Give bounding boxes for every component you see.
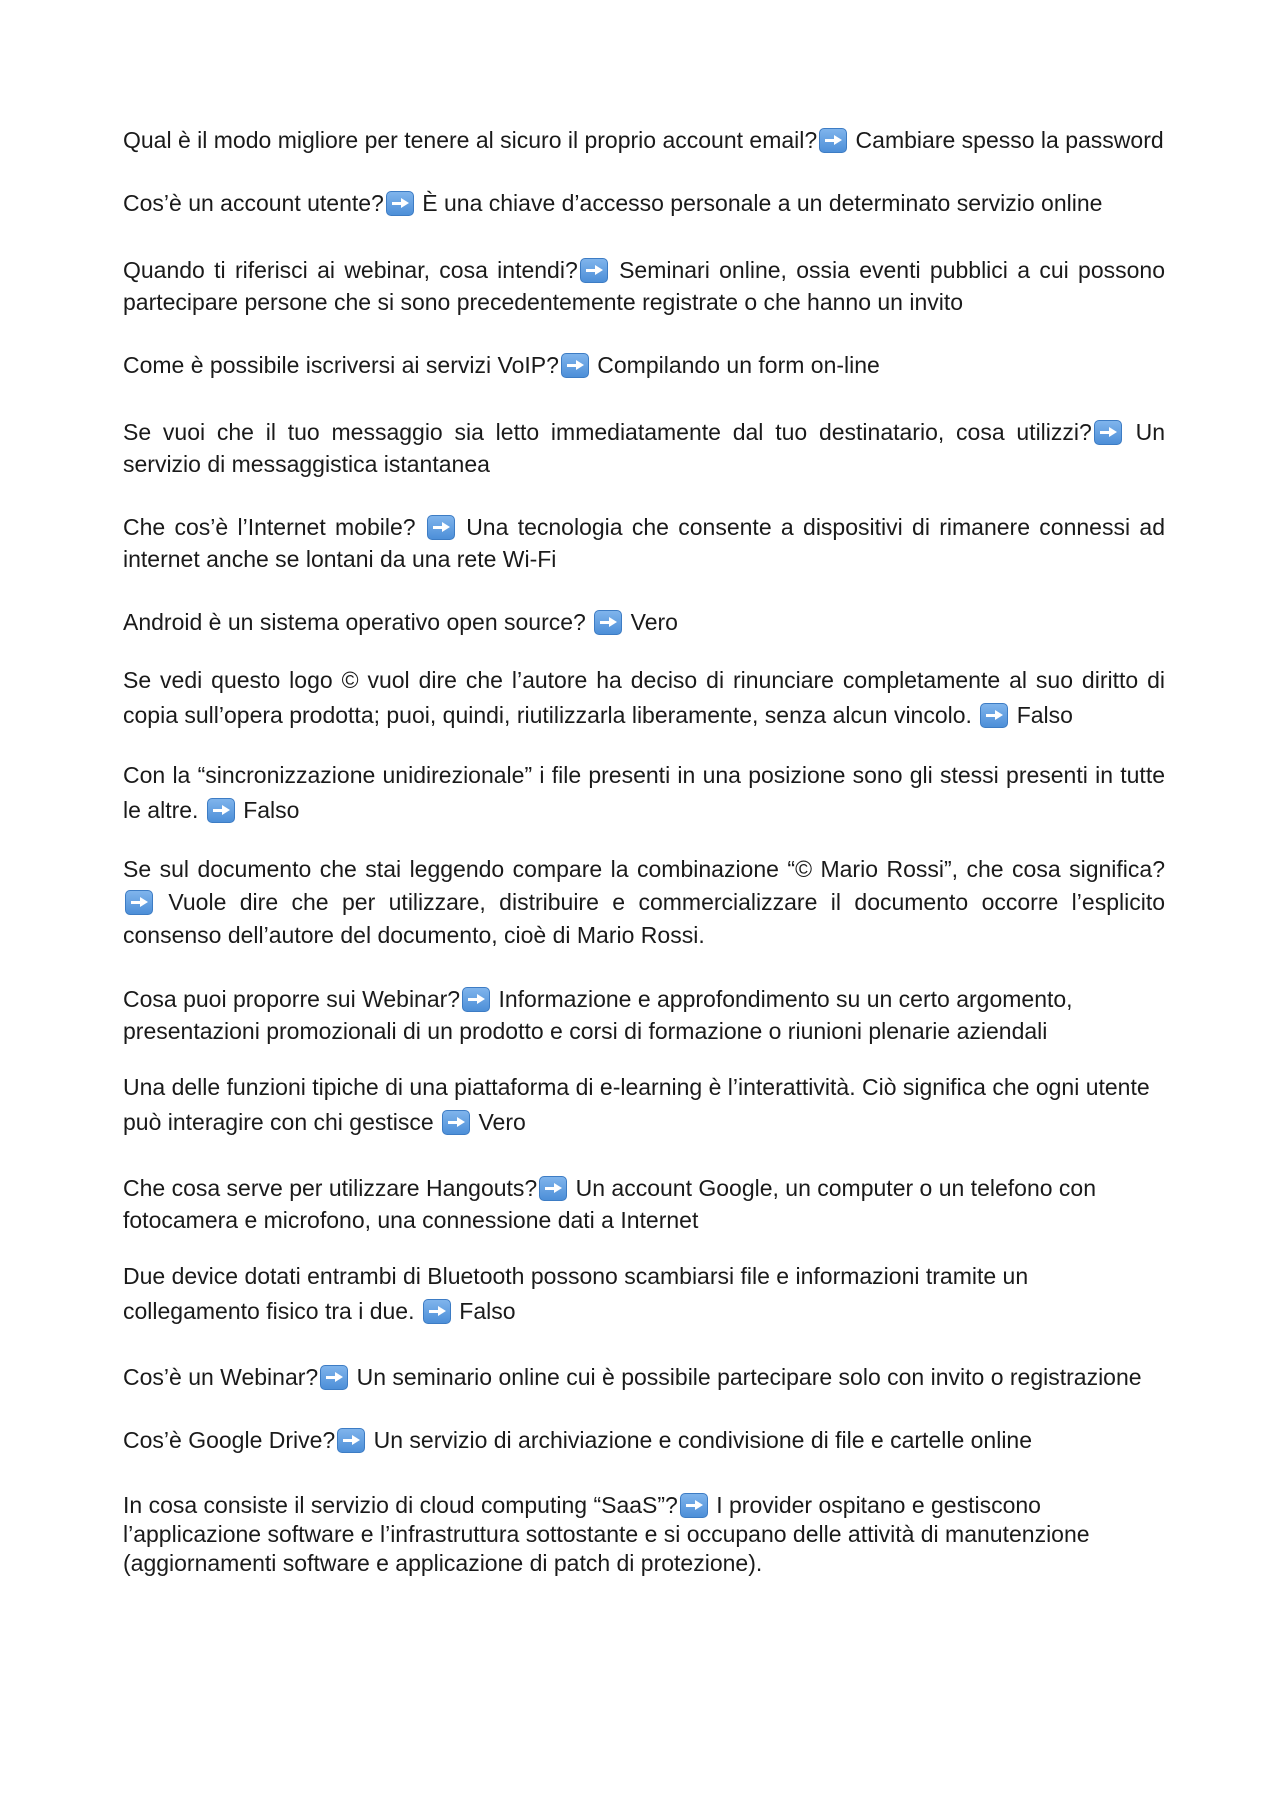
question-text: Una delle funzioni tipiche di una piattaforma di e-learning è l’interattività. Ciò significa che ogni utente può interagire con chi gestisce [123,1074,1150,1135]
right-arrow-icon [320,1365,348,1390]
qa-item [123,416,1165,480]
right-arrow-icon [462,987,490,1012]
question-text: Cosa puoi proporre sui Webinar? [123,986,461,1012]
answer-text: Falso [1010,702,1073,728]
question-text: In cosa consiste il servizio di cloud computing “SaaS”? [123,1492,678,1518]
right-arrow-icon [819,128,847,153]
right-arrow-icon [207,798,235,823]
answer-text: Seminari online, ossia eventi pubblici a cui possono partecipare persone che si sono precedentemente registrate o che hanno un invito [123,257,1165,315]
question-text: Android è un sistema operativo open source? [123,609,593,635]
qa-item [123,254,1165,318]
question-text: Due device dotati entrambi di Bluetooth possono scambiarsi file e informazioni tramite un collegamento fisico tra i due. [123,1263,1029,1324]
question-text: Come è possibile iscriversi ai servizi VoIP? [123,352,559,378]
document-page [123,124,1165,1578]
question-text: Che cos’è l’Internet mobile? [123,514,425,540]
answer-text: Vuole dire che per utilizzare, distribuire e commercializzare il documento occorre l’esplicito consenso dell’autore del documento, cioè di Mario Rossi. [123,889,1165,948]
answer-text: Un servizio di messaggistica istantanea [123,419,1165,477]
right-arrow-icon [125,890,153,915]
right-arrow-icon [386,191,414,216]
qa-item [123,1361,1165,1393]
answer-text: Cambiare spesso la password [849,127,1164,153]
answer-text: Un account Google, un computer o un telefono con fotocamera e microfono, una connessione dati a Internet [123,1175,1097,1233]
answer-text: Informazione e approfondimento su un certo argomento, presentazioni promozionali di un prodotto e corsi di formazione o riunioni plenarie aziendali [123,986,1073,1044]
right-arrow-icon [442,1110,470,1135]
question-text: Quando ti riferisci ai webinar, cosa intendi? [123,257,578,283]
qa-item [123,606,1165,638]
qa-item [123,124,1165,156]
qa-item [123,511,1165,575]
answer-text: Compilando un form on-line [590,352,880,378]
right-arrow-icon [561,353,589,378]
right-arrow-icon [423,1299,451,1324]
qa-item [123,187,1165,219]
qa-item [123,663,1165,733]
answer-text: Falso [236,797,300,823]
qa-item [123,1070,1165,1140]
qa-item [123,758,1165,828]
question-text: Con la “sincronizzazione unidirezionale” i file presenti in una posizione sono gli stessi presenti in tutte le altre. [123,762,1165,823]
answer-text: Un seminario online cui è possibile partecipare solo con invito o registrazione [350,1364,1142,1390]
right-arrow-icon [1094,420,1122,445]
right-arrow-icon [980,703,1008,728]
answer-text: Vero [472,1109,526,1135]
right-arrow-icon [594,610,622,635]
question-text: Cos’è un Webinar? [123,1364,319,1390]
right-arrow-icon [427,515,455,540]
qa-item [123,1172,1165,1236]
right-arrow-icon [539,1176,567,1201]
qa-item [123,349,1165,381]
question-text: Che cosa serve per utilizzare Hangouts? [123,1175,538,1201]
question-text: Se vuoi che il tuo messaggio sia letto immediatamente dal tuo destinatario, cosa utilizzi? [123,419,1092,445]
qa-item [123,1424,1165,1456]
question-text: Cos’è un account utente? [123,190,384,216]
answer-text: Un servizio di archiviazione e condivisione di file e cartelle online [367,1427,1033,1453]
right-arrow-icon [680,1493,708,1518]
answer-text: Una tecnologia che consente a dispositivi di rimanere connessi ad internet anche se lontani da una rete Wi-Fi [123,514,1165,572]
qa-item [123,1491,1165,1578]
answer-text: Falso [452,1298,516,1324]
question-text: Se vedi questo logo © vuol dire che l’autore ha deciso di rinunciare completamente al suo diritto di copia sull’opera prodotta; puoi, quindi, riutilizzarla liberamente, senza alcun vincolo. [123,667,1165,728]
question-text: Se sul documento che stai leggendo compare la combinazione “© Mario Rossi”, che cosa significa? [123,856,1165,882]
right-arrow-icon [580,258,608,283]
question-text: Qual è il modo migliore per tenere al sicuro il proprio account email? [123,127,818,153]
right-arrow-icon [337,1428,365,1453]
qa-item [123,853,1165,952]
answer-text: I provider ospitano e gestiscono l’applicazione software e l’infrastruttura sottostante e si occupano delle attività di manutenzione (aggiornamenti software e applicazione di patch di protezione). [123,1492,1090,1576]
qa-item [123,983,1165,1047]
qa-item [123,1259,1165,1329]
answer-text: È una chiave d’accesso personale a un determinato servizio online [415,190,1103,216]
answer-text: Vero [624,609,678,635]
question-text: Cos’è Google Drive? [123,1427,336,1453]
